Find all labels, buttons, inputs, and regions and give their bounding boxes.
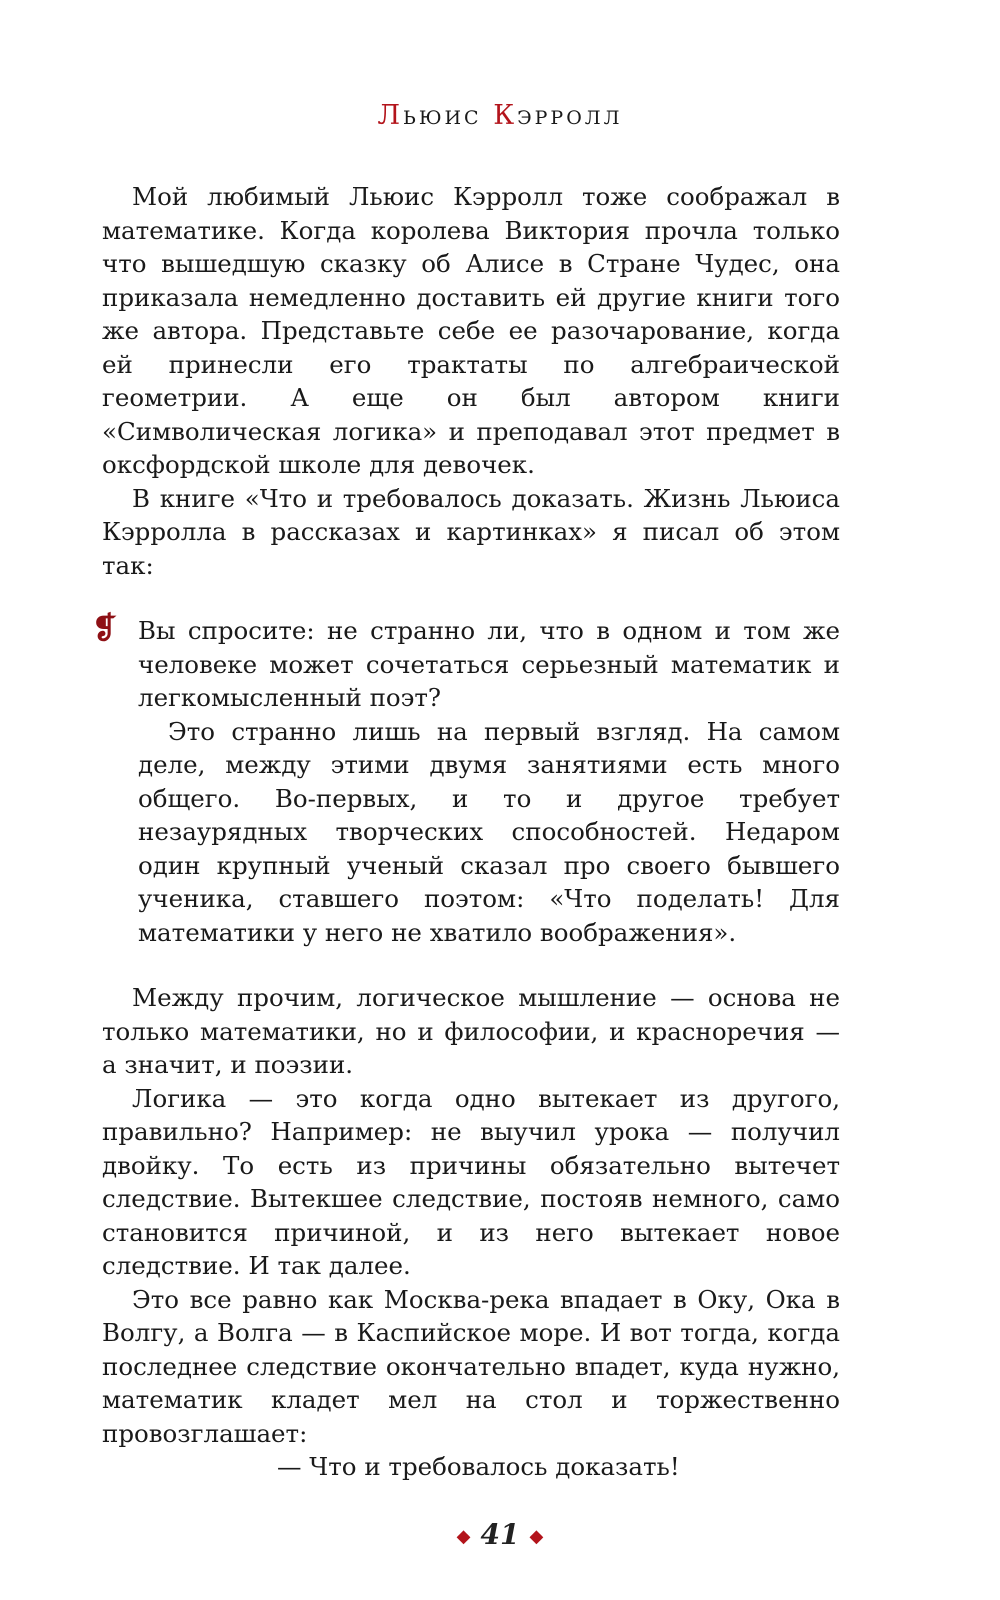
paragraph-1: Мой любимый Льюис Кэрролл тоже соображал в математике. Когда королева Виктория прочла только что вышедшую сказку об Алисе в Стране Чудес, она приказала немедленно доставить ей другие книги того же автора. Представьте себе ее разочарование, когда ей принесли его трактаты по алгебраической геометрии. А еще он был автором книги «Символическая логика» и преподавал этот предмет в оксфордской школе для девочек.: [102, 182, 840, 479]
header-rest-1: ьюис: [403, 100, 482, 131]
quote-paragraph-2: Это странно лишь на первый взгляд. На самом деле, между этими двумя занятиями есть много общего. Во-первых, и то и другое требует незаурядных творческих способностей. Недаром один крупный ученый сказал про своего бывшего ученика, ставшего поэтом: «Что поделать! Для математики у него не хватило воображения».: [138, 716, 840, 947]
header-rest-2: эрролл: [517, 100, 623, 131]
running-head: [0, 100, 1000, 131]
header-initial-1: Л: [377, 100, 404, 131]
final-exclamation: — Что и требовалось доказать!: [277, 1452, 680, 1481]
paragraph-4: Логика — это когда одно вытекает из другого, правильно? Например: не выучил урока — получил двойку. То есть из причины обязательно вытечет следствие. Вытекшее следствие, постояв немного, само становится причиной, и из него вытекает новое следствие. И так далее.: [102, 1083, 840, 1280]
page-number-footer: [0, 1518, 1000, 1551]
diamond-right-icon: ◆: [529, 1526, 544, 1547]
block-quote: [92, 611, 840, 949]
header-initial-2: К: [493, 100, 518, 131]
paragraph-2: В книге «Что и требовалось доказать. Жизнь Льюиса Кэрролла в рассказах и картинках» я писал об этом так:: [102, 483, 840, 580]
diamond-left-icon: ◆: [456, 1526, 471, 1547]
paragraph-3: Между прочим, логическое мышление — основа не только математики, но и философии, и красноречия — а значит, и поэзии.: [102, 983, 840, 1079]
paragraph-5: Это все равно как Москва-река впадает в Оку, Ока в Волгу, а Волга — в Каспийское море. И вот тогда, когда последнее следствие окончательно впадет, куда нужно, математик кладет мел на стол и торжественно провозглашает:: [102, 1284, 840, 1448]
pilcrow-icon: ❡: [92, 611, 118, 646]
after-quote-section: [102, 981, 840, 1484]
main-text: [92, 180, 840, 1484]
quote-paragraph-1: Вы спросите: не странно ли, что в одном и том же человеке может сочетаться серьезный математик и легкомысленный поэт?: [138, 616, 840, 712]
page-number: 41: [480, 1518, 520, 1551]
